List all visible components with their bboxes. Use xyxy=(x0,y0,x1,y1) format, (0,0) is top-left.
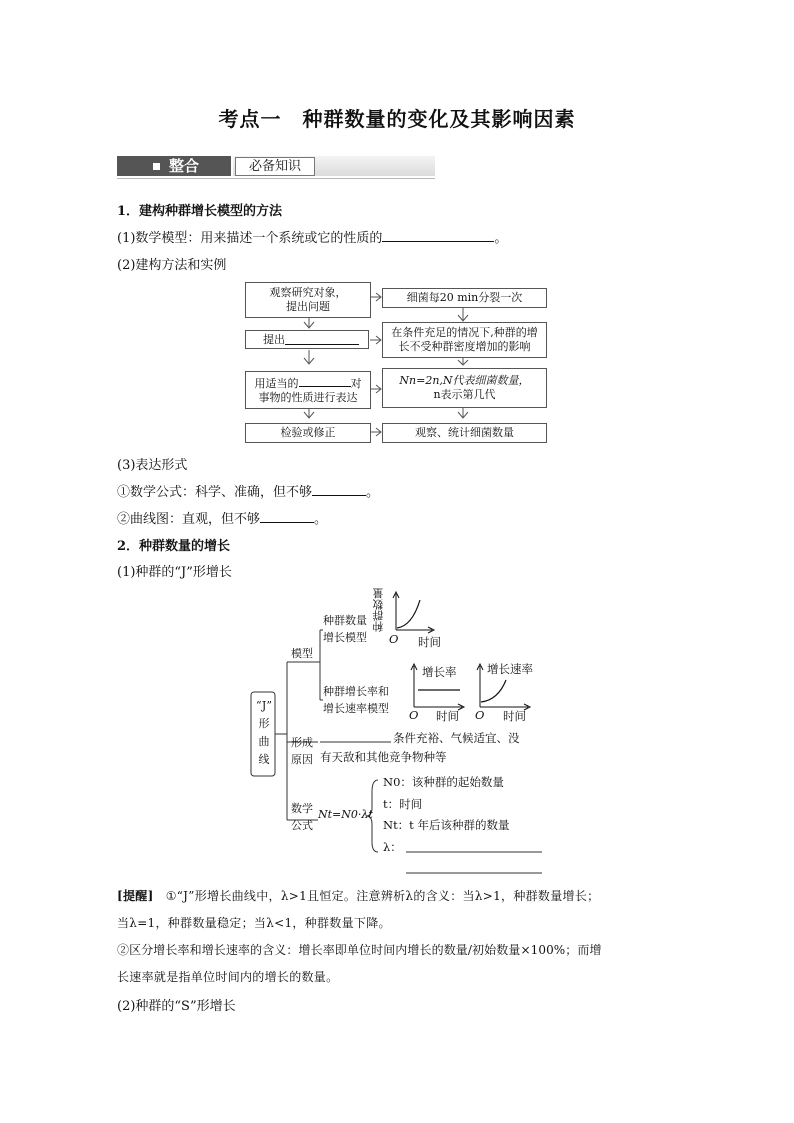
tip-label: [提醒] xyxy=(117,889,154,903)
graph2-xlabel: 时间 xyxy=(436,709,459,723)
formula: Nt=N0·λt xyxy=(318,808,373,821)
flow-text: Nn=2n,N代表细菌数量， xyxy=(399,374,530,387)
root-char: 线 xyxy=(258,753,270,766)
page-title: 考点一 种群数量的变化及其影响因素 xyxy=(218,107,576,131)
text: 。 xyxy=(494,231,508,246)
paragraph-methods: (2)建构方法和实例 xyxy=(117,258,227,273)
tip-line-3: ②区分增长率和增长速率的含义：增长率即单位时间内增长的数量/初始数量×100%；而增 xyxy=(117,943,602,957)
graph3-label: 增长速率 xyxy=(487,662,533,676)
text: 数学 xyxy=(291,802,313,815)
root-label xyxy=(255,697,273,769)
tip-line-2: 当λ=1，种群数量稳定；当λ<1，种群数量下降。 xyxy=(117,916,391,930)
model-2-label xyxy=(323,683,389,717)
heading-2: 2．种群数量的增长 xyxy=(117,539,231,554)
graph2-origin: O xyxy=(409,708,419,722)
cause-text-2: 有天敌和其他竞争物种等 xyxy=(320,750,447,764)
section-main-label: 整合 xyxy=(169,157,200,175)
text: (1)数学模型：用来描述一个系统或它的性质的 xyxy=(117,231,383,246)
formula-n0: N0：该种群的起始数量 xyxy=(383,775,504,789)
flow-text: n表示第几代 xyxy=(433,388,496,401)
flow-box-verify: 检验或修正 xyxy=(245,423,371,443)
formula-t: t：时间 xyxy=(383,797,423,811)
text: 增长模型 xyxy=(323,631,367,644)
root-char: 形 xyxy=(258,717,270,730)
answer-blank[interactable] xyxy=(406,842,542,852)
graph1-ylabel: 种群数量 xyxy=(372,588,385,632)
paragraph-forms: (3)表达形式 xyxy=(117,458,188,473)
graph3-origin: O xyxy=(475,708,485,722)
text: 增长速率模型 xyxy=(323,702,389,715)
section-sub-label: 必备知识 xyxy=(235,157,315,176)
graph1-xlabel: 时间 xyxy=(418,635,441,649)
text: 种群增长率和 xyxy=(323,685,389,698)
branch-cause xyxy=(291,734,313,768)
flow-text: 长不受种群密度增加的影响 xyxy=(398,340,531,353)
text: ②曲线图：直观，但不够 xyxy=(117,512,261,527)
graph1-origin: O xyxy=(389,632,399,646)
heading-1: 1．建构种群增长模型的方法 xyxy=(117,204,283,219)
flow-text: 用适当的 xyxy=(254,376,299,390)
text: 原因 xyxy=(291,753,313,766)
branch-model: 模型 xyxy=(291,647,313,660)
formula-lambda: λ： xyxy=(383,840,402,854)
formula-nt: Nt：t 年后该种群的数量 xyxy=(383,818,510,832)
text: ①“J”形增长曲线中，λ>1且恒定。注意辨析λ的含义：当λ>1，种群数量增长； xyxy=(165,889,600,903)
flow-text: 提出问题 xyxy=(286,300,330,313)
tip-line-1 xyxy=(117,887,599,904)
flow-box-bacteria: 细菌每20 min分裂一次 xyxy=(382,288,547,308)
root-quote: “J” xyxy=(256,699,272,712)
graph3-xlabel: 时间 xyxy=(503,709,526,723)
text: 种群数量 xyxy=(323,614,367,627)
flow-box-count: 观察、统计细菌数量 xyxy=(382,423,547,443)
paragraph-j-title: (1)种群的“J”形增长 xyxy=(117,565,232,580)
flow-text: 在条件充足的情况下,种群的增 xyxy=(391,326,538,339)
graph-j-curve xyxy=(393,592,434,633)
cause-text-1: 条件充裕、气候适宜、没 xyxy=(393,731,520,745)
graph2-label: 增长率 xyxy=(422,665,457,679)
branch-formula xyxy=(291,800,313,834)
text: 。 xyxy=(314,512,328,527)
text: ①数学公式：科学、准确，但不够 xyxy=(117,485,313,500)
model-1-label xyxy=(323,612,367,646)
text: 。 xyxy=(366,485,380,500)
text: 公式 xyxy=(291,819,313,832)
answer-blank[interactable] xyxy=(406,863,542,873)
flow-text: 提出 xyxy=(263,332,285,346)
root-char: 曲 xyxy=(258,735,270,748)
flow-text: 对 xyxy=(350,376,362,390)
text: 形成 xyxy=(291,736,313,749)
flow-text: 观察研究对象， xyxy=(269,286,347,299)
paragraph-s-title: (2)种群的“S”形增长 xyxy=(117,999,236,1014)
tip-line-4: 长速率就是指单位时间内的增长的数量。 xyxy=(117,970,339,984)
flow-text: 事物的性质进行表达 xyxy=(258,390,358,404)
